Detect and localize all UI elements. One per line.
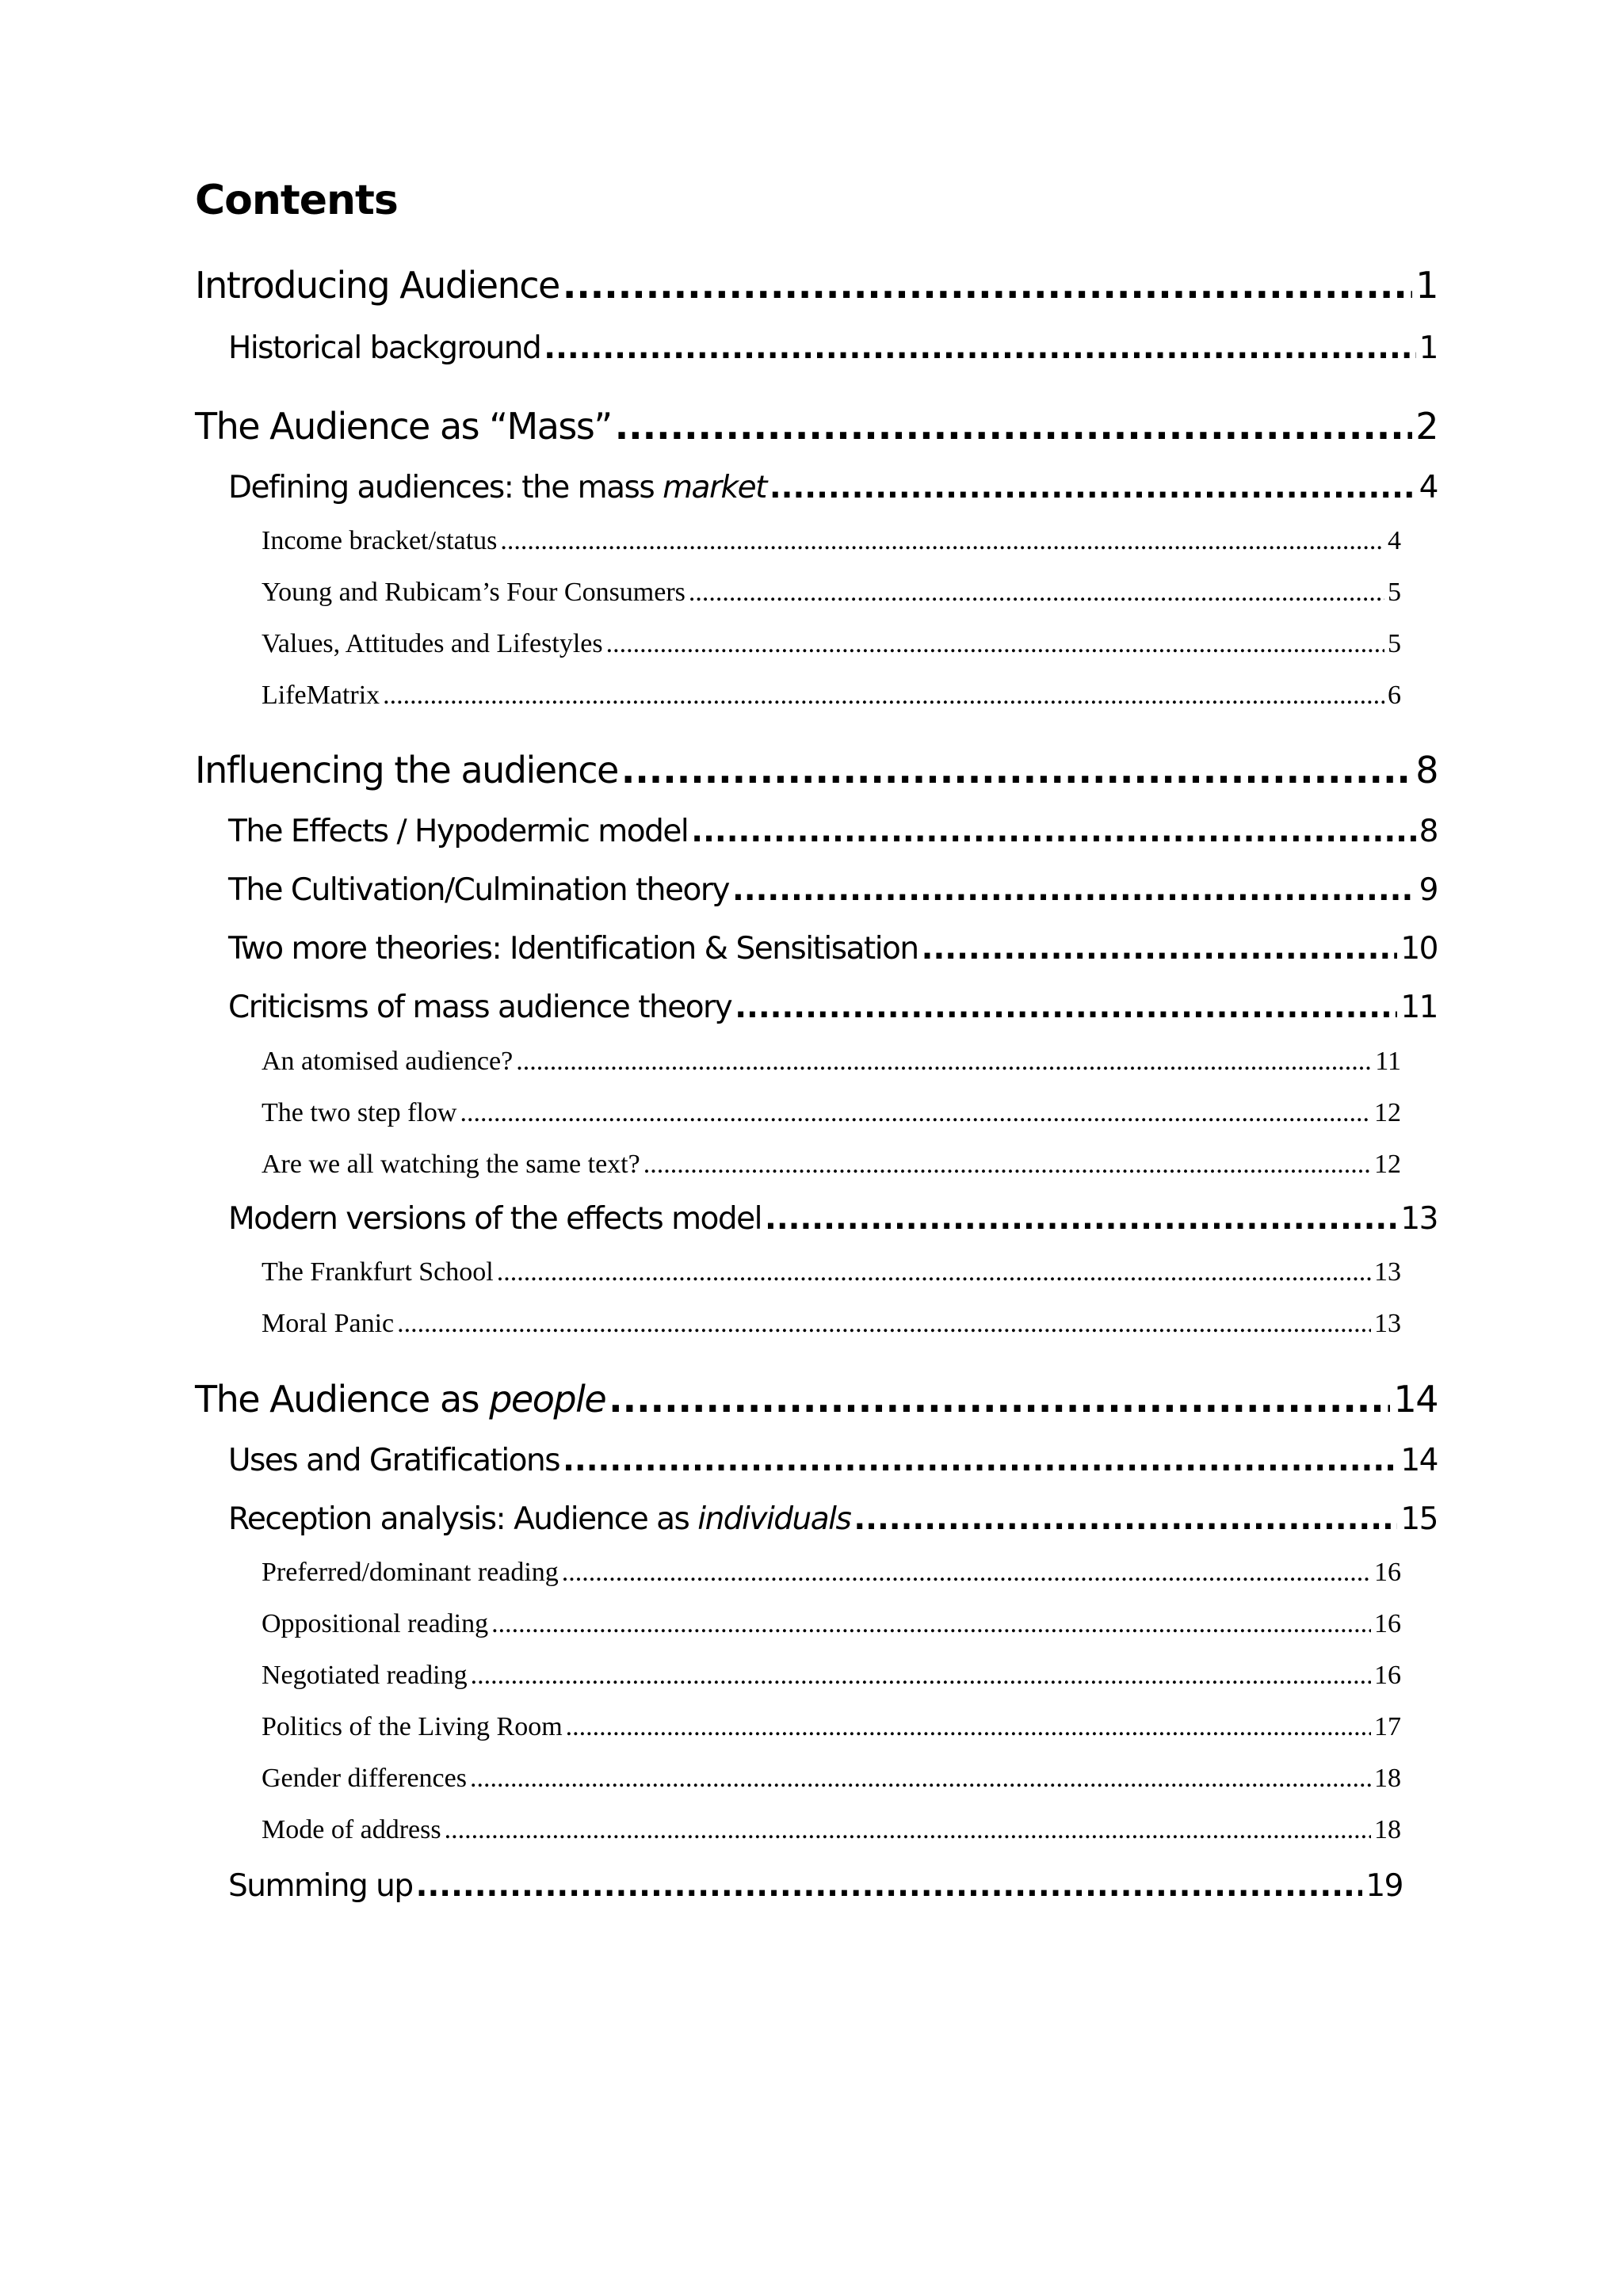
toc-entry-title: Introducing Audience: [195, 264, 559, 307]
toc-entry-introducing-audience[interactable]: [195, 261, 1438, 309]
toc-entry-politics-living-room[interactable]: [262, 1709, 1401, 1745]
toc-page-number: 11: [1375, 1047, 1401, 1076]
toc-entry-lifematrix[interactable]: [262, 677, 1401, 714]
toc-page-number: 4: [1388, 526, 1401, 555]
toc-page-number: 10: [1400, 931, 1438, 967]
toc-entry-two-step-flow[interactable]: [262, 1095, 1401, 1131]
toc-page-number: 13: [1374, 1257, 1401, 1287]
dot-leader: [470, 1760, 1371, 1797]
dot-leader: [491, 1606, 1371, 1642]
dot-leader: [732, 870, 1416, 911]
toc-page-number: 14: [1393, 1378, 1438, 1421]
toc-page-number: 16: [1374, 1558, 1401, 1587]
toc-entry-title: Young and Rubicam’s Four Consumers: [262, 578, 685, 607]
contents-heading: Contents: [195, 177, 398, 224]
toc-entry-modern-versions[interactable]: [228, 1199, 1438, 1240]
toc-entry-title: The two step flow: [262, 1098, 457, 1127]
toc-entry-title: Criticisms of mass audience theory: [228, 990, 732, 1025]
toc-entry-title: Two more theories: Identification & Sensitisation: [228, 931, 918, 967]
dot-leader: [765, 1199, 1397, 1240]
toc-entry-title: Summing up: [228, 1868, 413, 1904]
toc-entry-title-text: Defining audiences: the mass: [228, 470, 663, 505]
toc-entry-gender-differences[interactable]: [262, 1760, 1401, 1797]
toc-page-number: 1: [1415, 264, 1438, 307]
dot-leader: [383, 677, 1384, 714]
toc-entry-title: [228, 467, 766, 509]
toc-entry-moral-panic[interactable]: [262, 1306, 1401, 1342]
toc-page-number: 1: [1419, 330, 1438, 366]
toc-entry-title: The Effects / Hypodermic model: [228, 814, 689, 849]
toc-entry-audience-as-mass[interactable]: [195, 402, 1438, 450]
toc-entry-negotiated-reading[interactable]: [262, 1657, 1401, 1694]
toc-entry-title-emphasis: market: [663, 470, 766, 505]
dot-leader: [643, 1146, 1371, 1183]
toc-page-number: 17: [1374, 1712, 1401, 1741]
toc-page-number: 8: [1415, 749, 1438, 791]
toc-entry-title: Income bracket/status: [262, 526, 498, 555]
toc-entry-title-text: The Audience as: [195, 1378, 490, 1421]
toc-entry-title: An atomised audience?: [262, 1047, 514, 1076]
toc-entry-title: The Cultivation/Culmination theory: [228, 872, 729, 908]
toc-entry-title: LifeMatrix: [262, 681, 380, 710]
toc-page-number: 5: [1388, 629, 1401, 658]
toc-entry-defining-audiences[interactable]: [228, 467, 1438, 509]
toc-page-number: 12: [1374, 1098, 1401, 1127]
dot-leader: [691, 811, 1415, 852]
toc-entry-frankfurt-school[interactable]: [262, 1254, 1401, 1291]
toc-entry-title: Negotiated reading: [262, 1661, 468, 1690]
toc-entry-mode-of-address[interactable]: [262, 1812, 1401, 1848]
dot-leader: [769, 467, 1416, 509]
toc-entry-title: Are we all watching the same text?: [262, 1150, 640, 1179]
toc-entry-title: [228, 1499, 850, 1540]
toc-page-number: 9: [1419, 872, 1438, 908]
toc-entry-title: Mode of address: [262, 1815, 441, 1844]
toc-page-number: 12: [1374, 1150, 1401, 1179]
dot-leader: [562, 1554, 1371, 1591]
dot-leader: [621, 746, 1412, 794]
dot-leader: [544, 328, 1415, 369]
toc-page-number: 13: [1400, 1201, 1438, 1237]
toc-entry-title: Uses and Gratifications: [228, 1443, 560, 1478]
toc-page-number: 8: [1419, 814, 1438, 849]
toc-page-number: 6: [1388, 681, 1401, 710]
dot-leader: [497, 1254, 1371, 1291]
toc-entry-criticisms[interactable]: [228, 987, 1438, 1028]
toc-entry-title: [195, 1375, 605, 1423]
toc-page-number: 4: [1419, 470, 1438, 505]
toc-entry-title: Moral Panic: [262, 1309, 395, 1338]
toc-entry-values-attitudes[interactable]: [262, 626, 1401, 662]
toc-entry-title: Influencing the audience: [195, 749, 618, 791]
toc-entry-title: Values, Attitudes and Lifestyles: [262, 629, 603, 658]
dot-leader: [854, 1499, 1397, 1540]
dot-leader: [566, 1709, 1371, 1745]
toc-page-number: 15: [1400, 1501, 1438, 1537]
toc-entry-title: Gender differences: [262, 1764, 467, 1793]
toc-entry-historical-background[interactable]: [228, 328, 1438, 369]
toc-entry-reception-analysis[interactable]: [228, 1499, 1438, 1540]
toc-entry-title: The Audience as “Mass”: [195, 405, 612, 448]
toc-entry-title-emphasis: people: [489, 1378, 606, 1421]
dot-leader: [563, 1440, 1397, 1482]
toc-entry-uses-gratifications[interactable]: [228, 1440, 1438, 1482]
toc-entry-title: The Frankfurt School: [262, 1257, 494, 1287]
toc-page-number: 16: [1374, 1609, 1401, 1638]
toc-entry-young-rubicam[interactable]: [262, 574, 1401, 611]
toc-page-number: 5: [1388, 578, 1401, 607]
toc-entry-title: Modern versions of the effects model: [228, 1201, 762, 1237]
toc-page-number: 13: [1374, 1309, 1401, 1338]
toc-entry-influencing-audience[interactable]: [195, 746, 1438, 794]
toc-entry-preferred-reading[interactable]: [262, 1554, 1401, 1591]
toc-page-number: 18: [1374, 1815, 1401, 1844]
dot-leader: [460, 1095, 1371, 1131]
dot-leader: [397, 1306, 1371, 1342]
toc-entry-oppositional-reading[interactable]: [262, 1606, 1401, 1642]
toc-entry-title: Preferred/dominant reading: [262, 1558, 559, 1587]
dot-leader: [735, 987, 1397, 1028]
dot-leader: [563, 261, 1412, 309]
toc-page-number: 16: [1374, 1661, 1401, 1690]
toc-entry-title-text: Reception analysis: Audience as: [228, 1501, 698, 1537]
toc-entry-title: Historical background: [228, 330, 541, 366]
dot-leader: [609, 1375, 1390, 1423]
dot-leader: [606, 626, 1384, 662]
dot-leader: [445, 1812, 1371, 1848]
toc-entry-cultivation-theory[interactable]: [228, 870, 1438, 911]
toc-entry-income-bracket[interactable]: [262, 523, 1401, 559]
toc-entry-title: Oppositional reading: [262, 1609, 489, 1638]
dot-leader: [416, 1866, 1363, 1907]
toc-page-number: 11: [1400, 990, 1438, 1025]
dot-leader: [516, 1043, 1372, 1080]
toc-entry-title-emphasis: individuals: [697, 1501, 851, 1537]
dot-leader: [500, 523, 1384, 559]
toc-entry-title: Politics of the Living Room: [262, 1712, 563, 1741]
toc-entry-effects-model[interactable]: [228, 811, 1438, 852]
toc-entry-audience-as-people[interactable]: [195, 1375, 1438, 1423]
dot-leader: [471, 1657, 1371, 1694]
dot-leader: [689, 574, 1384, 611]
toc-entry-two-more-theories[interactable]: [228, 929, 1438, 970]
toc-entry-atomised-audience[interactable]: [262, 1043, 1401, 1080]
toc-entry-same-text[interactable]: [262, 1146, 1401, 1183]
dot-leader: [922, 929, 1398, 970]
toc-page-number: 14: [1400, 1443, 1438, 1478]
toc-page-number: 18: [1374, 1764, 1401, 1793]
toc-page-number: 19: [1365, 1868, 1403, 1904]
toc-page-number: 2: [1415, 405, 1438, 448]
toc-entry-summing-up[interactable]: [228, 1866, 1403, 1907]
dot-leader: [615, 402, 1413, 450]
